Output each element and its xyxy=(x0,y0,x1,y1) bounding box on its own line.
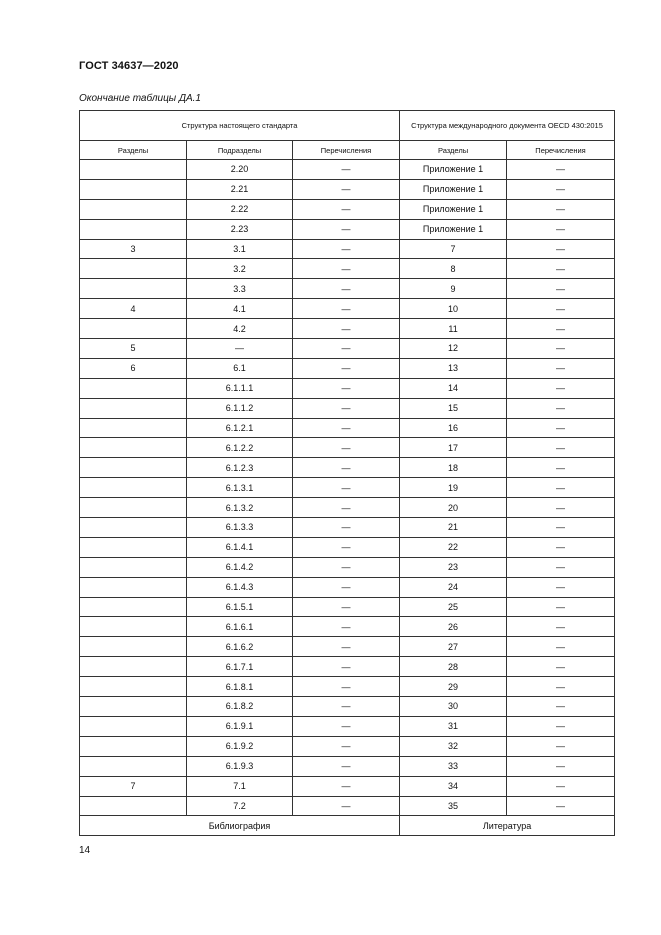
section-cell xyxy=(80,319,187,339)
table-row xyxy=(80,776,615,796)
subsection-cell: 7.2 xyxy=(187,796,293,816)
subsection-cell: 6.1.9.1 xyxy=(187,716,293,736)
intl-enumeration-cell: — xyxy=(507,637,615,657)
table-row xyxy=(80,557,615,577)
table-row xyxy=(80,299,615,319)
table-row xyxy=(80,179,615,199)
correspondence-table xyxy=(79,110,615,836)
table-row xyxy=(80,199,615,219)
intl-enumeration-cell: — xyxy=(507,697,615,717)
intl-section-cell: 13 xyxy=(400,358,507,378)
subsection-cell: 4.1 xyxy=(187,299,293,319)
intl-enumeration-cell: — xyxy=(507,160,615,180)
enumeration-cell: — xyxy=(293,160,400,180)
section-cell xyxy=(80,637,187,657)
table-row xyxy=(80,716,615,736)
intl-section-cell: 24 xyxy=(400,577,507,597)
subsection-cell: 6.1.3.1 xyxy=(187,478,293,498)
enumeration-cell: — xyxy=(293,458,400,478)
column-header-subsections: Подразделы xyxy=(187,141,293,160)
intl-enumeration-cell: — xyxy=(507,776,615,796)
section-cell xyxy=(80,697,187,717)
enumeration-cell: — xyxy=(293,378,400,398)
table-row xyxy=(80,537,615,557)
subsection-cell: 6.1.1.2 xyxy=(187,398,293,418)
table-body xyxy=(80,160,615,816)
section-cell: 3 xyxy=(80,239,187,259)
subsection-cell: — xyxy=(187,339,293,359)
table-row xyxy=(80,438,615,458)
intl-enumeration-cell: — xyxy=(507,716,615,736)
subsection-cell: 6.1.4.3 xyxy=(187,577,293,597)
subsection-cell: 6.1.8.1 xyxy=(187,677,293,697)
enumeration-cell: — xyxy=(293,756,400,776)
enumeration-cell: — xyxy=(293,279,400,299)
intl-section-cell: 11 xyxy=(400,319,507,339)
intl-section-cell: 22 xyxy=(400,537,507,557)
intl-section-cell: 35 xyxy=(400,796,507,816)
table-row xyxy=(80,597,615,617)
table-row xyxy=(80,458,615,478)
intl-enumeration-cell: — xyxy=(507,259,615,279)
intl-section-cell: 25 xyxy=(400,597,507,617)
enumeration-cell: — xyxy=(293,657,400,677)
table-caption: Окончание таблицы ДА.1 xyxy=(79,93,201,104)
footer-bibliography: Библиография xyxy=(80,816,400,836)
intl-enumeration-cell: — xyxy=(507,756,615,776)
table-row xyxy=(80,339,615,359)
intl-enumeration-cell: — xyxy=(507,279,615,299)
intl-section-cell: 21 xyxy=(400,518,507,538)
enumeration-cell: — xyxy=(293,637,400,657)
section-cell: 6 xyxy=(80,358,187,378)
intl-section-cell: 26 xyxy=(400,617,507,637)
page-number: 14 xyxy=(79,845,91,856)
enumeration-cell: — xyxy=(293,577,400,597)
subsection-cell: 4.2 xyxy=(187,319,293,339)
intl-enumeration-cell: — xyxy=(507,557,615,577)
subsection-cell: 6.1.1.1 xyxy=(187,378,293,398)
section-cell xyxy=(80,518,187,538)
intl-enumeration-cell: — xyxy=(507,617,615,637)
section-cell xyxy=(80,756,187,776)
enumeration-cell: — xyxy=(293,597,400,617)
section-cell xyxy=(80,736,187,756)
section-cell xyxy=(80,219,187,239)
section-cell xyxy=(80,577,187,597)
enumeration-cell: — xyxy=(293,319,400,339)
intl-enumeration-cell: — xyxy=(507,418,615,438)
table-row xyxy=(80,478,615,498)
table-row xyxy=(80,518,615,538)
column-header-sections: Разделы xyxy=(80,141,187,160)
section-cell xyxy=(80,677,187,697)
intl-section-cell: 23 xyxy=(400,557,507,577)
enumeration-cell: — xyxy=(293,518,400,538)
section-cell xyxy=(80,557,187,577)
subsection-cell: 3.3 xyxy=(187,279,293,299)
table-row xyxy=(80,697,615,717)
intl-section-cell: 33 xyxy=(400,756,507,776)
intl-enumeration-cell: — xyxy=(507,458,615,478)
subsection-cell: 2.20 xyxy=(187,160,293,180)
section-cell: 4 xyxy=(80,299,187,319)
table-row xyxy=(80,577,615,597)
section-cell xyxy=(80,498,187,518)
intl-enumeration-cell: — xyxy=(507,498,615,518)
intl-enumeration-cell: — xyxy=(507,438,615,458)
intl-enumeration-cell: — xyxy=(507,219,615,239)
intl-section-cell: Приложение 1 xyxy=(400,219,507,239)
table-row xyxy=(80,677,615,697)
section-cell xyxy=(80,279,187,299)
enumeration-cell: — xyxy=(293,259,400,279)
enumeration-cell: — xyxy=(293,677,400,697)
table-row xyxy=(80,756,615,776)
subsection-cell: 6.1.9.3 xyxy=(187,756,293,776)
table-row xyxy=(80,657,615,677)
section-cell xyxy=(80,418,187,438)
section-cell xyxy=(80,716,187,736)
enumeration-cell: — xyxy=(293,478,400,498)
intl-enumeration-cell: — xyxy=(507,299,615,319)
subsection-cell: 6.1.2.1 xyxy=(187,418,293,438)
section-cell xyxy=(80,458,187,478)
intl-section-cell: 16 xyxy=(400,418,507,438)
intl-section-cell: 7 xyxy=(400,239,507,259)
section-cell xyxy=(80,179,187,199)
intl-section-cell: 14 xyxy=(400,378,507,398)
subsection-cell: 3.1 xyxy=(187,239,293,259)
table-row xyxy=(80,319,615,339)
intl-enumeration-cell: — xyxy=(507,518,615,538)
section-cell xyxy=(80,478,187,498)
column-header-intl-sections: Разделы xyxy=(400,141,507,160)
enumeration-cell: — xyxy=(293,418,400,438)
subsection-cell: 6.1 xyxy=(187,358,293,378)
section-cell xyxy=(80,259,187,279)
table-row xyxy=(80,418,615,438)
intl-enumeration-cell: — xyxy=(507,339,615,359)
enumeration-cell: — xyxy=(293,697,400,717)
intl-section-cell: Приложение 1 xyxy=(400,179,507,199)
intl-enumeration-cell: — xyxy=(507,378,615,398)
intl-section-cell: 17 xyxy=(400,438,507,458)
enumeration-cell: — xyxy=(293,438,400,458)
section-cell: 7 xyxy=(80,776,187,796)
intl-section-cell: 34 xyxy=(400,776,507,796)
enumeration-cell: — xyxy=(293,796,400,816)
table-row xyxy=(80,259,615,279)
intl-section-cell: 19 xyxy=(400,478,507,498)
intl-enumeration-cell: — xyxy=(507,358,615,378)
enumeration-cell: — xyxy=(293,239,400,259)
table-row xyxy=(80,617,615,637)
footer-literature: Литература xyxy=(400,816,615,836)
table-row xyxy=(80,279,615,299)
table-row xyxy=(80,796,615,816)
enumeration-cell: — xyxy=(293,299,400,319)
intl-enumeration-cell: — xyxy=(507,199,615,219)
intl-enumeration-cell: — xyxy=(507,537,615,557)
intl-enumeration-cell: — xyxy=(507,398,615,418)
subsection-cell: 6.1.6.1 xyxy=(187,617,293,637)
table-row xyxy=(80,736,615,756)
intl-section-cell: 8 xyxy=(400,259,507,279)
intl-section-cell: 29 xyxy=(400,677,507,697)
enumeration-cell: — xyxy=(293,398,400,418)
intl-section-cell: 32 xyxy=(400,736,507,756)
section-cell xyxy=(80,398,187,418)
intl-enumeration-cell: — xyxy=(507,796,615,816)
enumeration-cell: — xyxy=(293,736,400,756)
intl-section-cell: 27 xyxy=(400,637,507,657)
intl-section-cell: 15 xyxy=(400,398,507,418)
section-cell xyxy=(80,657,187,677)
table-row xyxy=(80,498,615,518)
subsection-cell: 6.1.2.3 xyxy=(187,458,293,478)
intl-enumeration-cell: — xyxy=(507,478,615,498)
section-cell xyxy=(80,438,187,458)
subsection-cell: 6.1.3.2 xyxy=(187,498,293,518)
section-cell xyxy=(80,597,187,617)
enumeration-cell: — xyxy=(293,776,400,796)
subsection-cell: 6.1.6.2 xyxy=(187,637,293,657)
enumeration-cell: — xyxy=(293,498,400,518)
intl-enumeration-cell: — xyxy=(507,319,615,339)
table-row xyxy=(80,160,615,180)
intl-section-cell: 18 xyxy=(400,458,507,478)
enumeration-cell: — xyxy=(293,557,400,577)
section-cell xyxy=(80,160,187,180)
table-row xyxy=(80,239,615,259)
subsection-cell: 6.1.8.2 xyxy=(187,697,293,717)
intl-enumeration-cell: — xyxy=(507,577,615,597)
intl-section-cell: 28 xyxy=(400,657,507,677)
intl-section-cell: 10 xyxy=(400,299,507,319)
subsection-cell: 6.1.5.1 xyxy=(187,597,293,617)
intl-section-cell: 20 xyxy=(400,498,507,518)
group-header-international-document: Структура международного документа OECD 430:2015 xyxy=(400,111,615,141)
enumeration-cell: — xyxy=(293,537,400,557)
table-row xyxy=(80,398,615,418)
document-header: ГОСТ 34637—2020 xyxy=(79,60,179,72)
subsection-cell: 2.21 xyxy=(187,179,293,199)
table-row xyxy=(80,358,615,378)
intl-section-cell: Приложение 1 xyxy=(400,160,507,180)
section-cell xyxy=(80,199,187,219)
enumeration-cell: — xyxy=(293,199,400,219)
section-cell xyxy=(80,617,187,637)
enumeration-cell: — xyxy=(293,716,400,736)
column-header-intl-enumerations: Перечисления xyxy=(507,141,615,160)
subsection-cell: 6.1.4.2 xyxy=(187,557,293,577)
intl-enumeration-cell: — xyxy=(507,736,615,756)
subsection-cell: 6.1.3.3 xyxy=(187,518,293,538)
enumeration-cell: — xyxy=(293,617,400,637)
intl-section-cell: 12 xyxy=(400,339,507,359)
column-header-enumerations: Перечисления xyxy=(293,141,400,160)
intl-enumeration-cell: — xyxy=(507,657,615,677)
subsection-cell: 2.22 xyxy=(187,199,293,219)
enumeration-cell: — xyxy=(293,339,400,359)
section-cell: 5 xyxy=(80,339,187,359)
table-row xyxy=(80,219,615,239)
section-cell xyxy=(80,796,187,816)
subsection-cell: 3.2 xyxy=(187,259,293,279)
intl-enumeration-cell: — xyxy=(507,179,615,199)
subsection-cell: 6.1.7.1 xyxy=(187,657,293,677)
enumeration-cell: — xyxy=(293,358,400,378)
subsection-cell: 7.1 xyxy=(187,776,293,796)
enumeration-cell: — xyxy=(293,219,400,239)
intl-section-cell: Приложение 1 xyxy=(400,199,507,219)
subsection-cell: 2.23 xyxy=(187,219,293,239)
subsection-cell: 6.1.4.1 xyxy=(187,537,293,557)
intl-section-cell: 30 xyxy=(400,697,507,717)
table-row xyxy=(80,378,615,398)
table-row xyxy=(80,637,615,657)
intl-enumeration-cell: — xyxy=(507,597,615,617)
intl-section-cell: 31 xyxy=(400,716,507,736)
subsection-cell: 6.1.2.2 xyxy=(187,438,293,458)
intl-enumeration-cell: — xyxy=(507,677,615,697)
section-cell xyxy=(80,537,187,557)
intl-section-cell: 9 xyxy=(400,279,507,299)
subsection-cell: 6.1.9.2 xyxy=(187,736,293,756)
intl-enumeration-cell: — xyxy=(507,239,615,259)
group-header-national-standard: Структура настоящего стандарта xyxy=(80,111,400,141)
section-cell xyxy=(80,378,187,398)
enumeration-cell: — xyxy=(293,179,400,199)
